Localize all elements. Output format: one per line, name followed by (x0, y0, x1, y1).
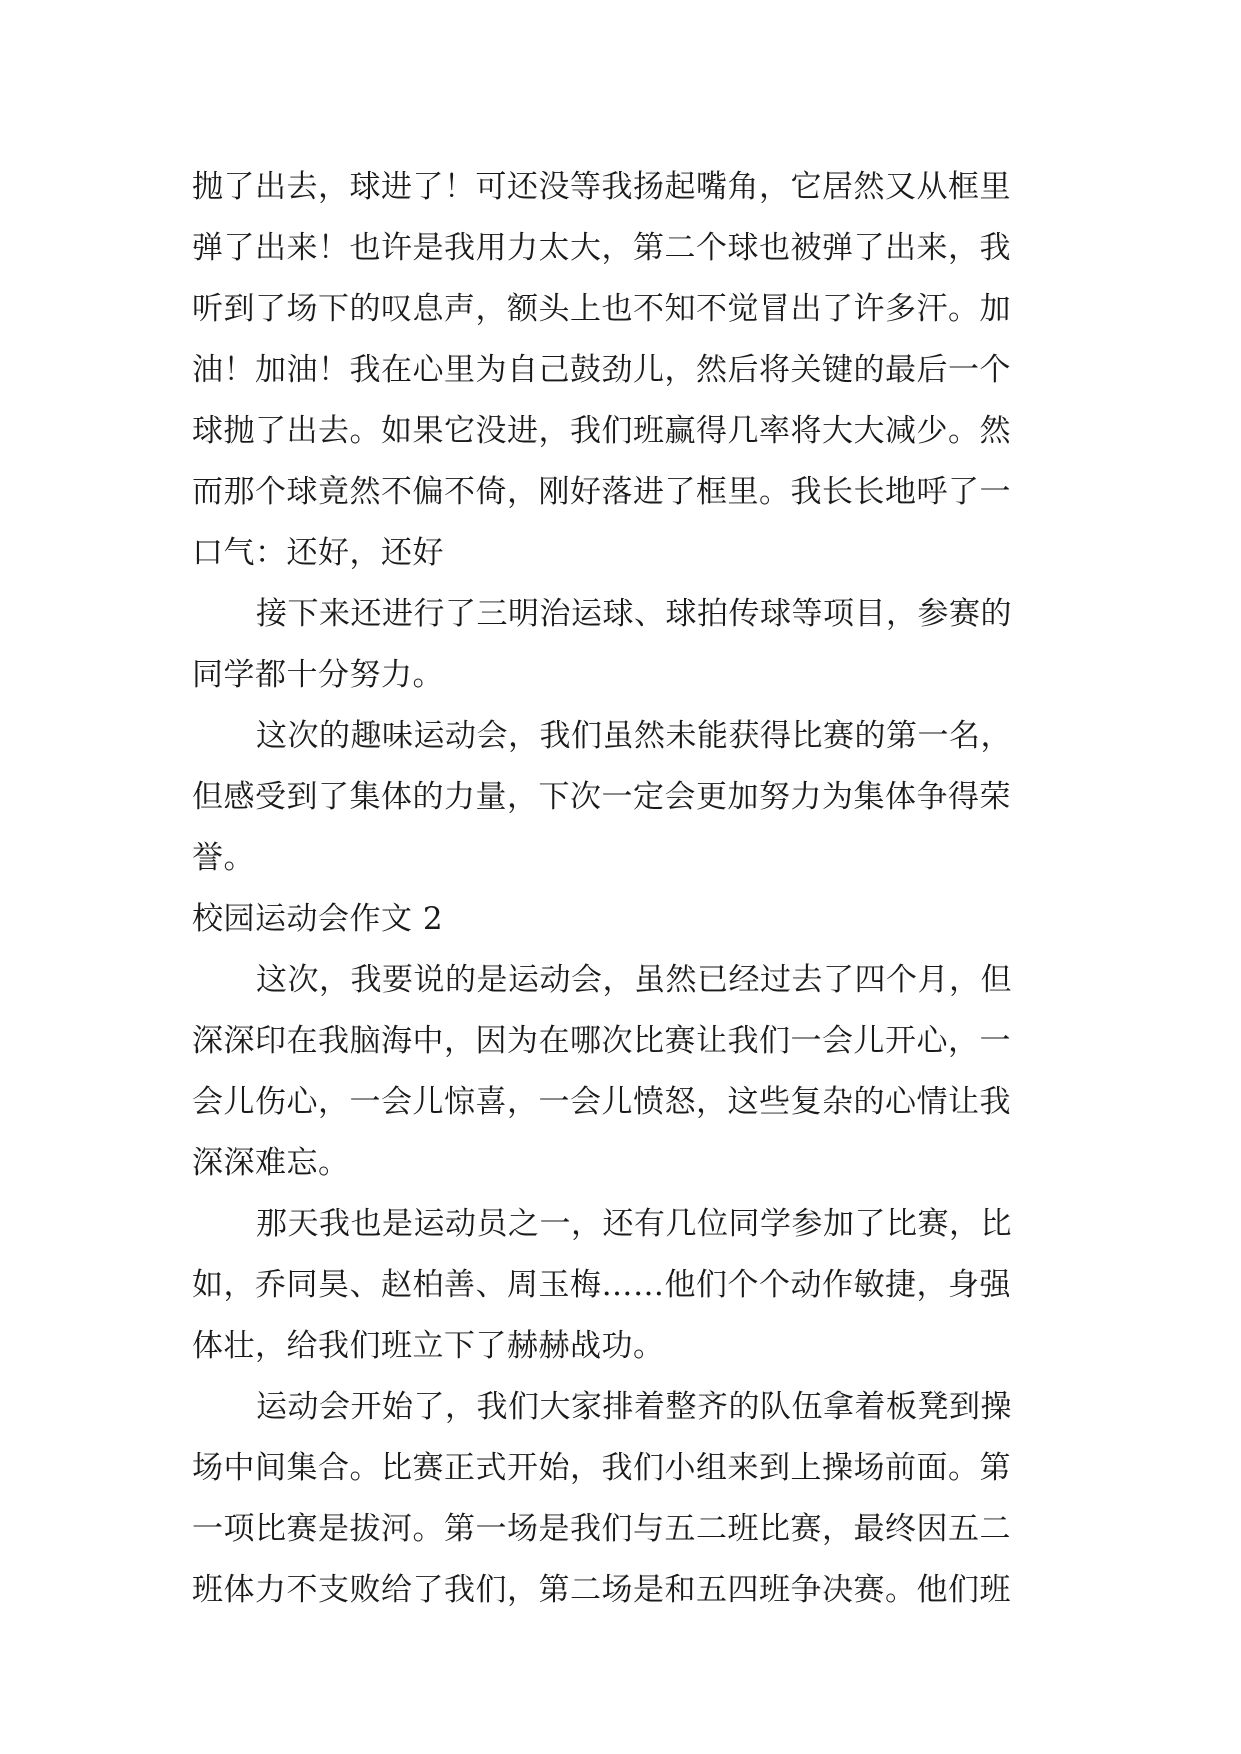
text-line: 而那个球竟然不偏不倚，刚好落进了框里。我长长地呼了一 (192, 474, 1011, 510)
text-line: 球抛了出去。如果它没进，我们班赢得几率将大大减少。然 (192, 413, 1011, 449)
text-line: 听到了场下的叹息声，额头上也不知不觉冒出了许多汗。加 (192, 291, 1011, 327)
paragraph-first-line: 那天我也是运动员之一，还有几位同学参加了比赛，比 (256, 1206, 1012, 1242)
paragraph-first-line: 接下来还进行了三明治运球、球拍传球等项目，参赛的 (256, 596, 1012, 632)
text-line: 场中间集合。比赛正式开始，我们小组来到上操场前面。第 (192, 1450, 1011, 1486)
paragraph-first-line: 运动会开始了，我们大家排着整齐的队伍拿着板凳到操 (256, 1389, 1012, 1425)
section-heading: 校园运动会作文 2 (192, 901, 444, 937)
text-line: 深深印在我脑海中，因为在哪次比赛让我们一会儿开心，一 (192, 1023, 1011, 1059)
text-line: 口气：还好，还好 (192, 535, 444, 571)
paragraph-first-line: 这次，我要说的是运动会，虽然已经过去了四个月，但 (256, 962, 1012, 998)
text-line: 班体力不支败给了我们，第二场是和五四班争决赛。他们班 (192, 1572, 1011, 1608)
text-line: 抛了出去，球进了！可还没等我扬起嘴角，它居然又从框里 (192, 169, 1011, 205)
text-line: 体壮，给我们班立下了赫赫战功。 (192, 1328, 665, 1364)
paragraph-first-line: 这次的趣味运动会，我们虽然未能获得比赛的第一名， (256, 718, 1012, 754)
text-line: 同学都十分努力。 (192, 657, 444, 693)
text-line: 但感受到了集体的力量，下次一定会更加努力为集体争得荣 (192, 779, 1011, 815)
text-line: 油！加油！我在心里为自己鼓劲儿，然后将关键的最后一个 (192, 352, 1011, 388)
text-line: 深深难忘。 (192, 1145, 350, 1181)
text-line: 一项比赛是拔河。第一场是我们与五二班比赛，最终因五二 (192, 1511, 1011, 1547)
text-line: 誉。 (192, 840, 255, 876)
text-line: 会儿伤心，一会儿惊喜，一会儿愤怒，这些复杂的心情让我 (192, 1084, 1011, 1120)
text-line: 弹了出来！也许是我用力太大，第二个球也被弹了出来，我 (192, 230, 1011, 266)
text-line: 如，乔同昊、赵柏善、周玉梅……他们个个动作敏捷，身强 (192, 1267, 1011, 1303)
